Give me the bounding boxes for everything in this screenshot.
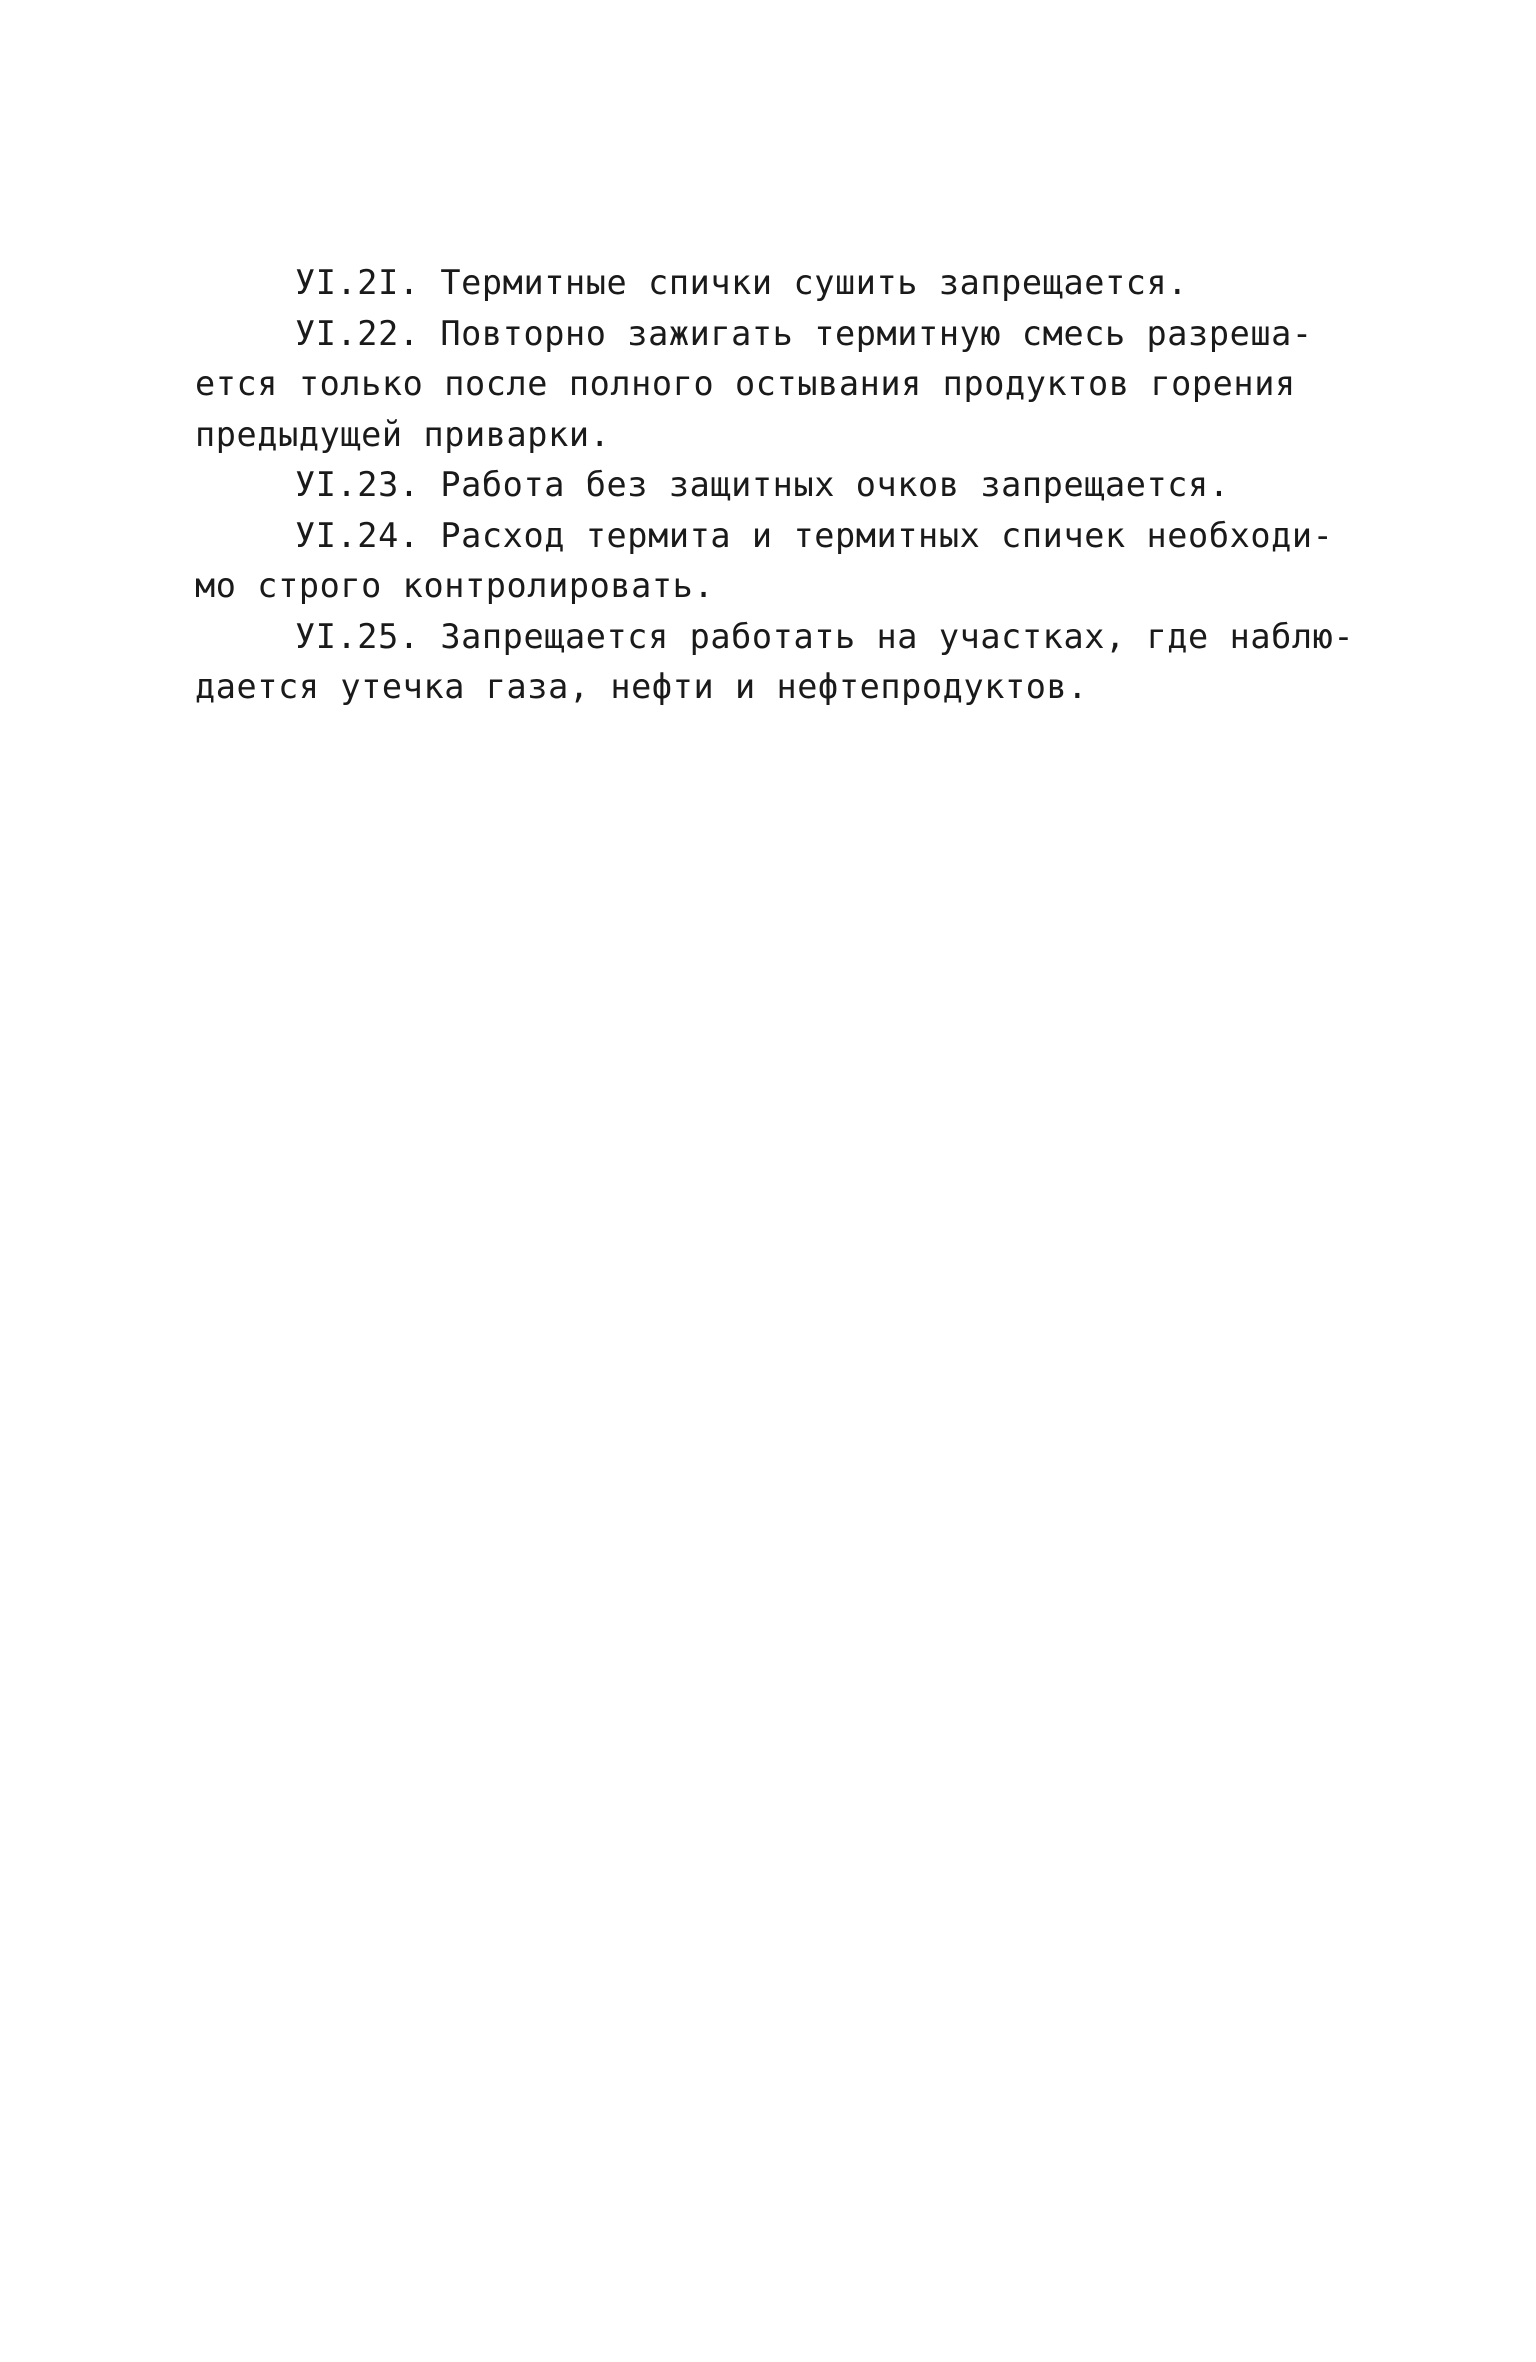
clause-6-23-line-1: УI.23. Работа без защитных очков запрещается. bbox=[295, 465, 1230, 504]
clause-6-22-line-1: УI.22. Повторно зажигать термитную смесь разреша- bbox=[295, 313, 1313, 353]
clause-6-25-line-1: УI.25. Запрещается работать на участках, где наблю- bbox=[295, 616, 1355, 656]
clause-6-24-line-1: УI.24. Расход термита и термитных спичек необходи- bbox=[295, 515, 1334, 555]
clause-6-25-line-2: дается утечка газа, нефти и нефтепродуктов. bbox=[195, 667, 1089, 706]
clause-6-24-line-2: мо строго контролировать. bbox=[195, 566, 715, 605]
clause-6-22-line-3: предыдущей приварки. bbox=[195, 414, 611, 454]
clause-6-21-line-1: УI.2I. Термитные спички сушить запрещается. bbox=[295, 263, 1189, 302]
document-body bbox=[195, 258, 1355, 713]
clause-6-22-line-2: ется только после полного остывания продуктов горения bbox=[195, 364, 1296, 403]
